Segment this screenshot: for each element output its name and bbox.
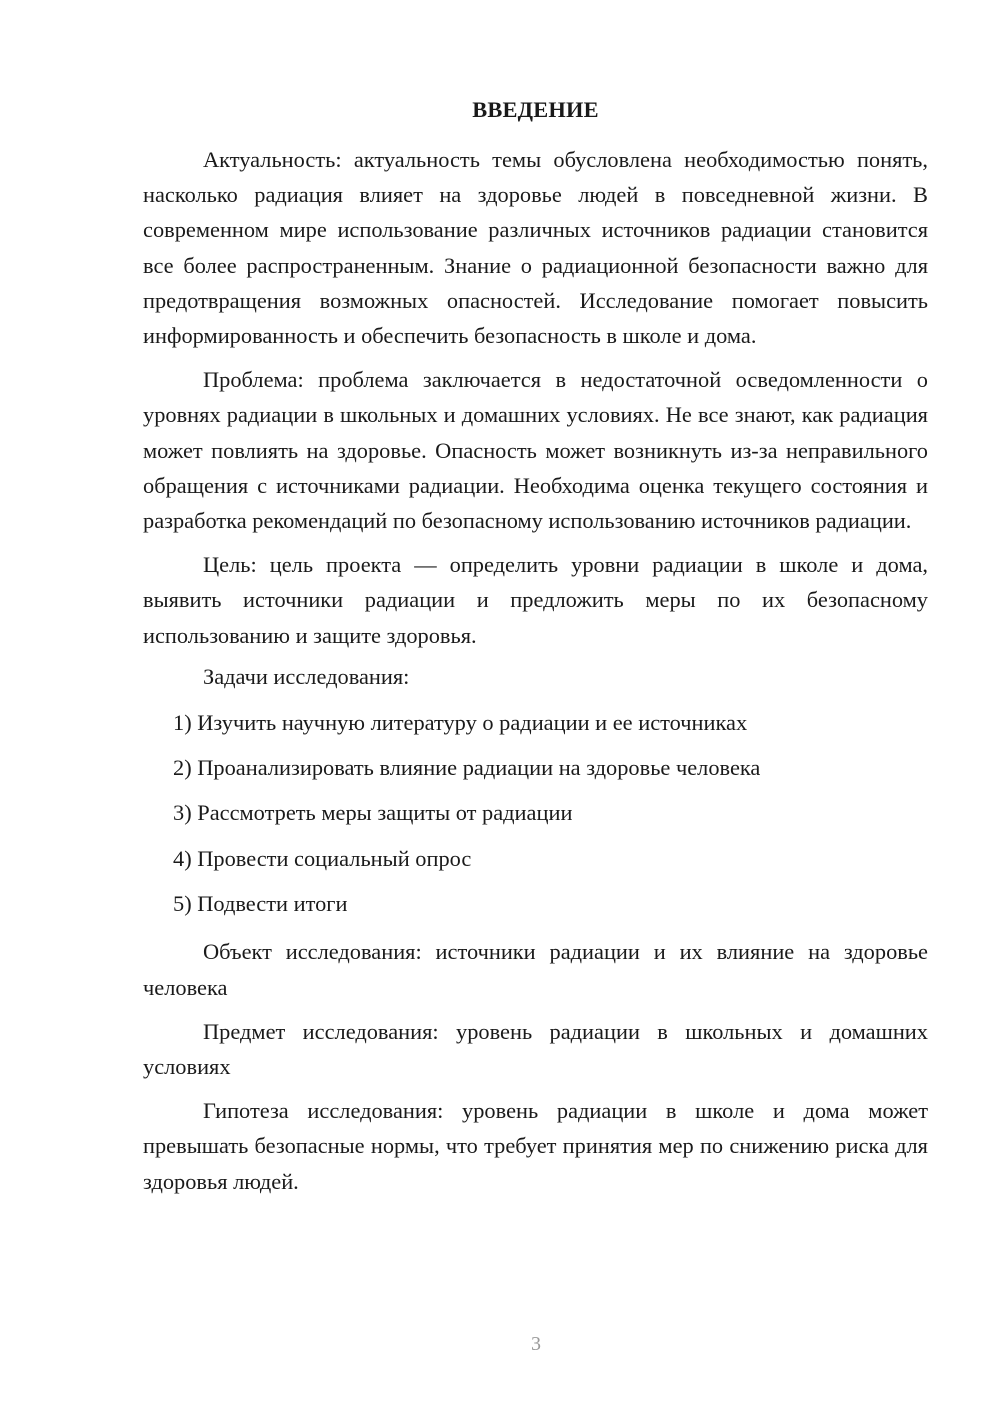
task-item: 5) Подвести итоги (173, 891, 348, 917)
task-item: 2) Проанализировать влияние радиации на здоровье человека (173, 755, 761, 781)
tasks-list (143, 708, 928, 919)
problem-paragraph: Проблема: проблема заключается в недостаточной осведомленности о уровнях радиации в школьных и домашних условиях. Не все знают, как радиация может повлиять на здоровье. Опасность может возникнуть из-за неправильного обращения с источниками радиации. Необходима оценка текущего состояния и разработка рекомендаций по безопасному использованию источников радиации. (143, 367, 928, 534)
relevance-paragraph: Актуальность: актуальность темы обусловлена необходимостью понять, насколько радиация влияет на здоровье людей в повседневной жизни. В современном мире использование различных источников радиации становится все более распространенным. Знание о радиационной безопасности важно для предотвращения возможных опасностей. Исследование помогает повысить информированность и обеспечить безопасность в школе и дома. (143, 147, 928, 349)
section-title: ВВЕДЕНИЕ (472, 97, 599, 122)
task-item: 3) Рассмотреть меры защиты от радиации (173, 800, 573, 826)
subject-paragraph: Предмет исследования: уровень радиации в школьных и домашних условиях (143, 1018, 928, 1079)
task-item: 4) Провести социальный опрос (173, 845, 472, 871)
task-item: 1) Изучить научную литературу о радиации и ее источниках (173, 709, 748, 735)
goal-paragraph: Цель: цель проекта — определить уровни радиации в школе и дома, выявить источники радиации и предложить меры по их безопасному использованию и защите здоровья. (143, 552, 928, 648)
tasks-heading: Задачи исследования: (203, 663, 410, 689)
object-paragraph: Объект исследования: источники радиации и их влияние на здоровье человека (143, 939, 928, 1000)
page-number: 3 (531, 1333, 541, 1355)
document-page (143, 95, 928, 1208)
hypothesis-paragraph: Гипотеза исследования: уровень радиации в школе и дома может превышать безопасные нормы, что требует принятия мер по снижению риска для здоровья людей. (143, 1098, 928, 1194)
